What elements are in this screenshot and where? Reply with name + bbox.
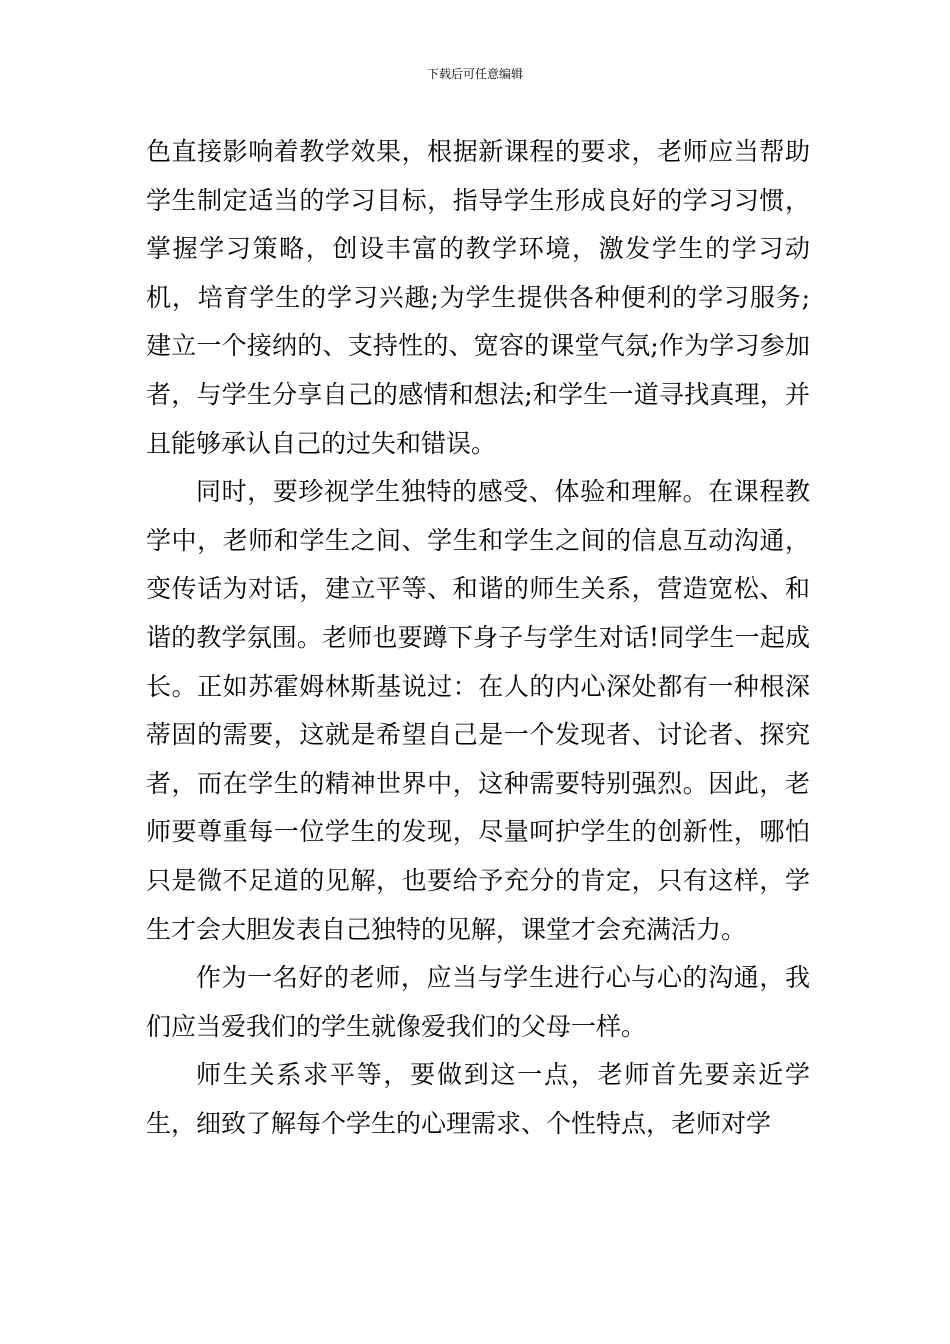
page-header: 下载后可任意编辑 bbox=[426, 67, 523, 81]
paragraph: 作为一名好的老师，应当与学生进行心与心的沟通，我们应当爱我们的学生就像爱我们的父母一样。 bbox=[146, 963, 810, 1041]
paragraph: 同时，要珍视学生独特的感受、体验和理解。在课程教学中，老师和学生之间、学生和学生之间的信息互动沟通，变传话为对话，建立平等、和谐的师生关系，营造宽松、和谐的教学氛围。老师也要蹲下身子与学生对话!同学生一起成长。正如苏霍姆林斯基说过：在人的内心深处都有一种根深蒂固的需要，这就是希望自己是一个发现者、讨论者、探究者，而在学生的精神世界中，这种需要特别强烈。因此，老师要尊重每一位学生的发现，尽量呵护学生的创新性，哪怕只是微不足道的见解，也要给予充分的肯定，只有这样，学生才会大胆发表自己独特的见解，课堂才会充满活力。 bbox=[146, 477, 810, 944]
document-body bbox=[146, 128, 810, 1148]
paragraph: 师生关系求平等，要做到这一点，老师首先要亲近学生，细致了解每个学生的心理需求、个性特点，老师对学 bbox=[146, 1060, 810, 1138]
paragraph-continued: 色直接影响着教学效果，根据新课程的要求，老师应当帮助学生制定适当的学习目标，指导学生形成良好的学习习惯，掌握学习策略，创设丰富的教学环境，激发学生的学习动机，培育学生的学习兴趣;为学生提供各种便利的学习服务;建立一个接纳的、支持性的、宽容的课堂气氛;作为学习参加者，与学生分享自己的感情和想法;和学生一道寻找真理，并且能够承认自己的过失和错误。 bbox=[146, 137, 810, 458]
